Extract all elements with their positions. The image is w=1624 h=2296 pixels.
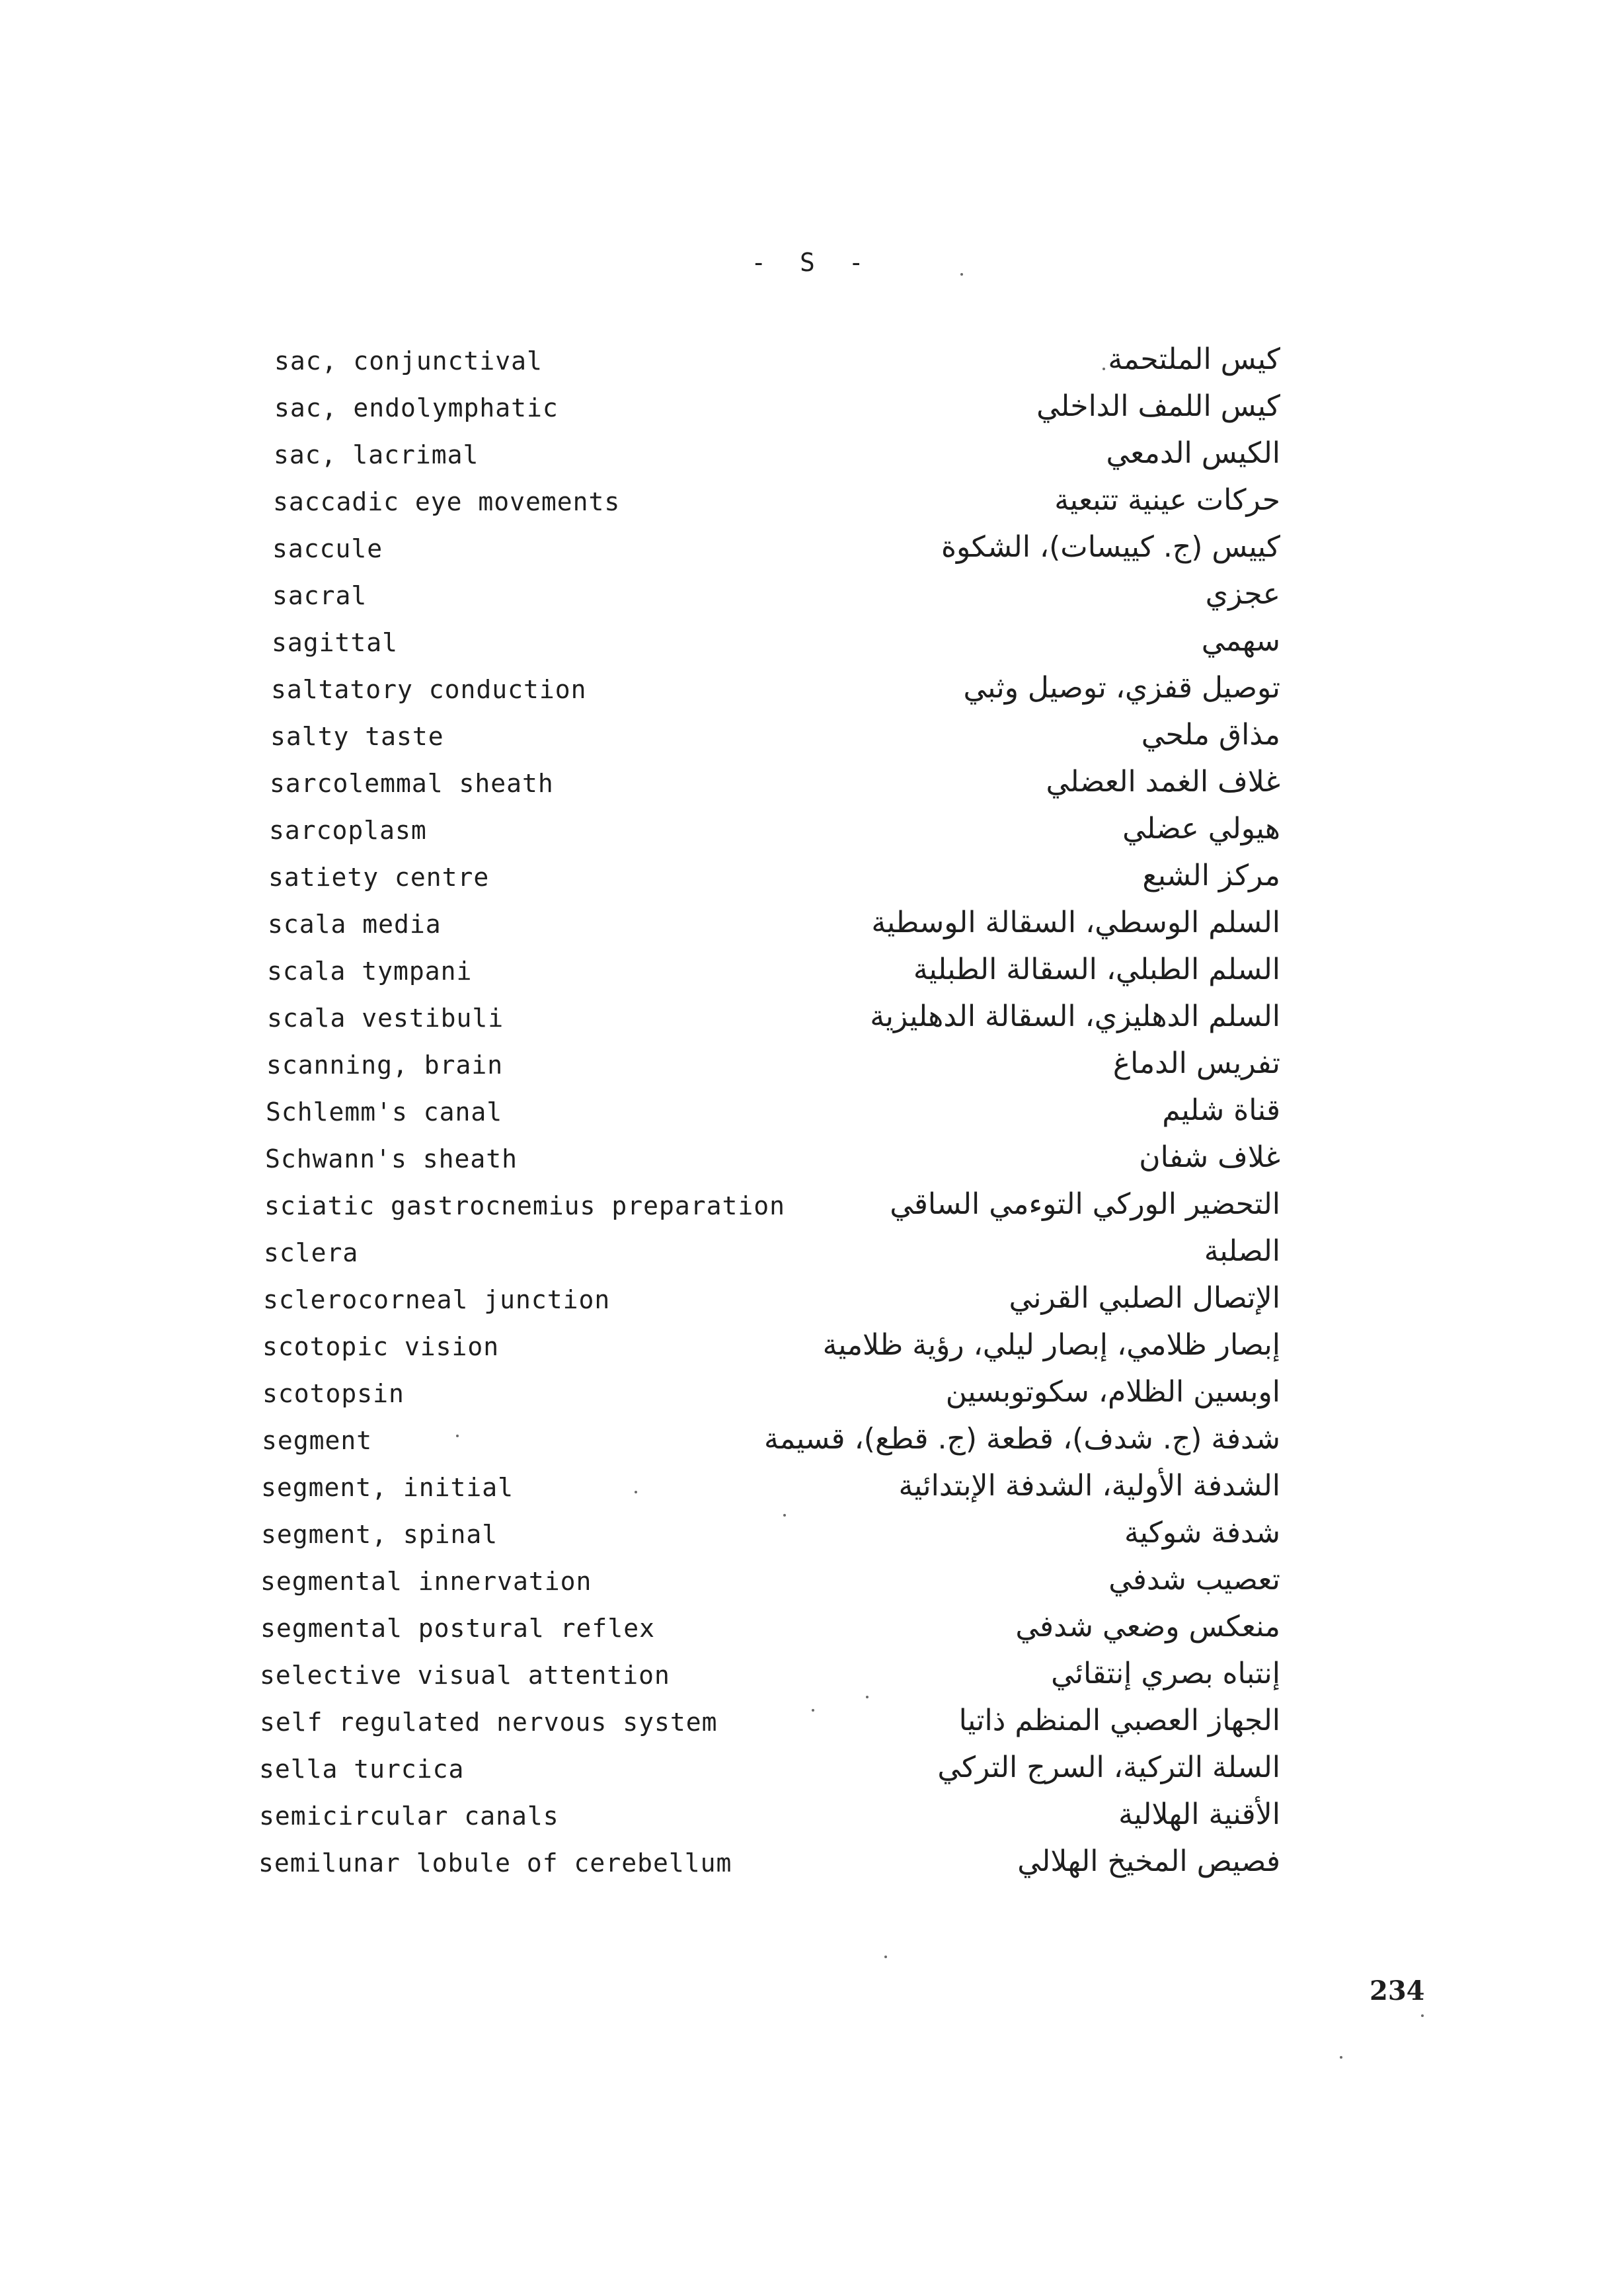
glossary-entry	[0, 337, 1624, 383]
glossary-entry	[0, 431, 1624, 477]
glossary-entry	[0, 713, 1624, 759]
entry-term: self regulated nervous system	[260, 1708, 718, 1737]
entry-term: sarcoplasm	[269, 816, 427, 845]
entry-arabic-translation: السلة التركية، السرج التركي	[937, 1751, 1280, 1784]
scan-speck	[812, 1709, 814, 1712]
section-letter-heading: - S -	[751, 248, 873, 277]
entry-term: saccule	[272, 534, 383, 563]
scan-speck	[783, 1514, 786, 1517]
glossary-entry	[0, 1323, 1624, 1369]
glossary-entry	[0, 1088, 1624, 1134]
glossary-entry	[0, 1604, 1624, 1651]
entry-arabic-translation: فصيص المخيخ الهلالي	[1017, 1844, 1280, 1878]
entry-term: scotopsin	[262, 1379, 405, 1408]
entry-arabic-translation: الجهاز العصبي المنظم ذاتيا	[958, 1704, 1280, 1737]
entry-term: segment, initial	[261, 1473, 514, 1502]
entry-term: segment, spinal	[261, 1520, 498, 1549]
page-number: 234	[1370, 1975, 1425, 2006]
entry-term: scanning, brain	[266, 1050, 504, 1080]
entry-term: sarcolemmal sheath	[270, 769, 554, 798]
scan-speck	[635, 1491, 637, 1493]
entry-term: sella turcica	[259, 1755, 465, 1784]
glossary-entry	[0, 1041, 1624, 1088]
entry-arabic-translation: إبصار ظلامي، إبصار ليلي، رؤية ظلامية	[822, 1328, 1280, 1362]
entry-term: sac, endolymphatic	[274, 393, 559, 422]
entry-term: sclerocorneal junction	[263, 1285, 611, 1314]
entry-term: semilunar lobule of cerebellum	[258, 1848, 732, 1878]
glossary-entry	[0, 478, 1624, 524]
entry-arabic-translation: الصلبة	[1204, 1234, 1280, 1268]
glossary-entry	[0, 384, 1624, 430]
entry-arabic-translation: قناة شليم	[1162, 1093, 1280, 1127]
glossary-entry	[0, 1558, 1624, 1604]
entry-arabic-translation: كييس (ج. كييسات)، الشكوة	[941, 530, 1280, 564]
scan-speck	[456, 1435, 459, 1437]
entry-arabic-translation: حركات عينية تتبعية	[1054, 483, 1280, 517]
entry-arabic-translation: السلم الطبلي، السقالة الطبلية	[913, 953, 1280, 986]
entry-arabic-translation: مذاق ملحي	[1141, 718, 1280, 752]
entry-term: segmental postural reflex	[260, 1614, 655, 1643]
entry-arabic-translation: غلاف الغمد العضلي	[1046, 765, 1280, 799]
glossary-entry	[0, 1792, 1624, 1839]
glossary-entry	[0, 572, 1624, 618]
entry-arabic-translation: شدفة (ج. شدف)، قطعة (ج. قطع)، قسيمة	[764, 1422, 1280, 1456]
scan-speck	[960, 273, 963, 276]
entry-term: salty taste	[270, 722, 444, 751]
glossary-entry	[0, 900, 1624, 947]
entry-arabic-translation: سهمي	[1201, 624, 1280, 658]
entry-arabic-translation: التحضير الوركي التوءمي الساقي	[890, 1187, 1280, 1221]
glossary-entry	[0, 525, 1624, 571]
entry-arabic-translation: السلم الوسطي، السقالة الوسطية	[871, 906, 1280, 939]
entry-arabic-translation: كيس اللمف الداخلي	[1036, 389, 1280, 423]
scan-speck	[1340, 2056, 1342, 2059]
scan-speck	[1102, 368, 1105, 370]
entry-arabic-translation: الشدفة الأولية، الشدفة الإبتدائية	[898, 1469, 1280, 1503]
entry-term: Schlemm's canal	[266, 1097, 503, 1127]
entry-arabic-translation: غلاف شفان	[1139, 1140, 1280, 1174]
entry-arabic-translation: السلم الدهليزي، السقالة الدهليزية	[870, 1000, 1280, 1033]
entry-arabic-translation: مركز الشبع	[1142, 859, 1280, 892]
entry-arabic-translation: توصيل قفزي، توصيل وثبي	[963, 671, 1280, 705]
entry-arabic-translation: عجزي	[1205, 577, 1280, 611]
glossary-entry	[0, 666, 1624, 712]
entry-arabic-translation: الإتصال الصلبي القرني	[1009, 1281, 1280, 1315]
entry-term: scala tympani	[267, 957, 473, 986]
entry-arabic-translation: منعكس وضعي شدفي	[1015, 1610, 1280, 1643]
scan-speck	[884, 1956, 887, 1958]
entry-arabic-translation: تعصيب شدفي	[1108, 1563, 1280, 1597]
entry-term: scotopic vision	[262, 1332, 500, 1361]
entry-term: segment	[262, 1426, 373, 1455]
entry-term: sacral	[272, 581, 367, 610]
glossary-entry	[0, 1839, 1624, 1885]
entry-arabic-translation: كيس الملتحمة	[1108, 342, 1280, 376]
entry-term: saccadic eye movements	[273, 487, 621, 516]
glossary-entry	[0, 1229, 1624, 1275]
entry-term: Schwann's sheath	[265, 1144, 518, 1173]
glossary-entry	[0, 994, 1624, 1041]
scan-speck	[866, 1696, 869, 1698]
glossary-entry	[0, 1745, 1624, 1792]
glossary-entry	[0, 619, 1624, 665]
entry-term: selective visual attention	[260, 1661, 670, 1690]
entry-term: scala media	[268, 910, 442, 939]
entry-arabic-translation: الكيس الدمعي	[1106, 436, 1280, 470]
entry-arabic-translation: تفريس الدماغ	[1112, 1047, 1280, 1080]
entry-arabic-translation: هيولي عضلي	[1122, 812, 1280, 846]
entry-term: segmental innervation	[260, 1567, 592, 1596]
glossary-entry	[0, 807, 1624, 853]
entry-term: sciatic gastrocnemius preparation	[264, 1191, 785, 1220]
entry-term: sac, lacrimal	[274, 440, 479, 469]
glossary-entry	[0, 947, 1624, 994]
glossary-entry	[0, 1651, 1624, 1698]
entry-arabic-translation: إنتباه بصري إنتقائي	[1051, 1657, 1280, 1690]
glossary-entry	[0, 1464, 1624, 1510]
entry-term: saltatory conduction	[271, 675, 587, 704]
glossary-entry-list	[0, 337, 1624, 1924]
entry-term: sagittal	[272, 628, 399, 657]
entry-arabic-translation: شدفة شوكية	[1124, 1516, 1280, 1550]
scan-speck	[1421, 2014, 1424, 2017]
glossary-entry	[0, 1135, 1624, 1181]
entry-term: scala vestibuli	[267, 1004, 504, 1033]
entry-term: semicircular canals	[259, 1801, 559, 1831]
glossary-entry	[0, 1182, 1624, 1228]
entry-term: satiety centre	[268, 863, 490, 892]
glossary-entry	[0, 1370, 1624, 1416]
entry-arabic-translation: اوبسين الظلام، سكوتوبسين	[945, 1375, 1280, 1409]
entry-term: sclera	[264, 1238, 359, 1267]
glossary-entry	[0, 1511, 1624, 1557]
glossary-entry	[0, 853, 1624, 900]
entry-term: sac, conjunctival	[274, 346, 543, 376]
glossary-entry	[0, 1276, 1624, 1322]
glossary-entry	[0, 1698, 1624, 1745]
glossary-entry	[0, 760, 1624, 806]
glossary-entry	[0, 1417, 1624, 1463]
entry-arabic-translation: الأقنية الهلالية	[1118, 1798, 1280, 1831]
